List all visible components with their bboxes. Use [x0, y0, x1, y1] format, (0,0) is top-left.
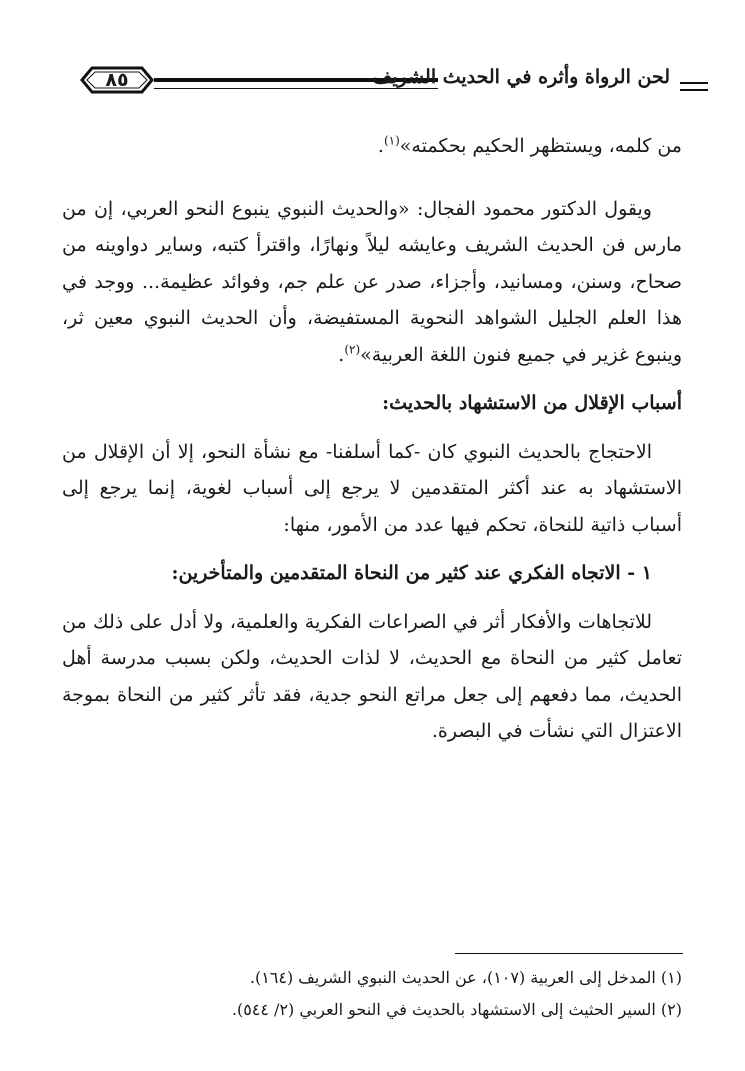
page-header	[78, 60, 670, 106]
quote-line: ويقول الدكتور محمود الفجال: «والحديث النبوي ينبوع النحو العربي، إن	[93, 197, 652, 220]
paragraph-line: للاتجاهات والأفكار أثر في الصراعات الفكرية والعلمية، ولا أدل على ذلك	[93, 610, 652, 633]
footnotes	[62, 962, 682, 1026]
header-ornament	[680, 82, 708, 91]
paragraph-line: الاحتجاج بالحديث النبوي كان -كما أسلفنا- مع نشأة النحو، إلا أن	[151, 440, 652, 463]
footnote-ref-1: (١)	[383, 133, 400, 148]
paragraph-line: أهل الحديث، مما دفعهم إلى جعل مراتع النحو جدية، فقد تأثر كثير من النحاة	[62, 647, 682, 706]
paragraph-line: من تعامل كثير من النحاة مع الحديث، لا لذات الحديث، ولكن بسبب مدرسة	[62, 610, 682, 669]
quote-line: من صحاح، وسنن، ومسانيد، وأجزاء، صدر عن علم جم، وفوائد عظيمة...	[62, 234, 683, 293]
quote-line: معين ثر، وينبوع غزير في جميع فنون اللغة العربية»	[62, 307, 682, 366]
footnote-2: (٢) السير الحثيث إلى الاستشهاد بالحديث في النحو العربي (٢/ ٥٤٤).	[231, 1000, 682, 1019]
running-title: لحن الرواة وأثره في الحديث الشريف	[372, 66, 670, 88]
paragraph-quote: ويقول الدكتور محمود الفجال: «والحديث النبوي ينبوع النحو العربي، إن من مارس فن الحديث الشريف وعايشه ليلاً ونهارًا، واقترأ كتبه، وساير دواوينه من صحاح، وسنن، ومسانيد، وأجزاء، صدر عن علم جم، وفوائد عظيمة... ووجد في هذا العلم الجليل الشواهد النحوية المستفيضة، وأن الحديث النبوي معين ثر، وينبوع غزير في جميع فنون اللغة العربية»$^{(٢)}$.	[62, 197, 683, 366]
page-number-badge	[78, 64, 156, 96]
paragraph-ideas	[62, 604, 682, 750]
paragraph-line: بموجة الاعتزال التي نشأت في البصرة.	[62, 683, 682, 742]
paragraph-text: من كلمه، ويستظهر الحكيم بحكمته»	[399, 135, 682, 157]
quote-line: من مارس فن الحديث الشريف وعايشه ليلاً ونهارًا، واقترأ كتبه، وساير دواوينه	[62, 197, 683, 256]
main-text	[62, 128, 682, 750]
subsection-heading: ١ - الاتجاه الفكري عند كثير من النحاة المتقدمين والمتأخرين:	[171, 562, 652, 584]
footnote-separator	[455, 953, 683, 954]
paragraph-line: إلى أسباب ذاتية للنحاة، تحكم فيها عدد من الأمور، منها:	[62, 477, 682, 536]
paragraph-continuation: من كلمه، ويستظهر الحكيم بحكمته»$^{(١)}$.	[377, 133, 682, 157]
paragraph-line: الإقلال من الاستشهاد به عند أكثر المتقدمين لا يرجع إلى أسباب لغوية، إنما يرجع	[62, 440, 682, 499]
paragraph-reasons	[62, 434, 682, 544]
page-number: ٨٥	[105, 69, 129, 91]
footnote-ref-2: (٢)	[344, 342, 361, 357]
quote-line: ووجد في هذا العلم الجليل الشواهد النحوية المستفيضة، وأن الحديث النبوي	[62, 270, 683, 329]
section-heading: أسباب الإقلال من الاستشهاد بالحديث:	[382, 392, 682, 414]
footnote-1: (١) المدخل إلى العربية (١٠٧)، عن الحديث النبوي الشريف (١٦٤).	[249, 968, 682, 987]
